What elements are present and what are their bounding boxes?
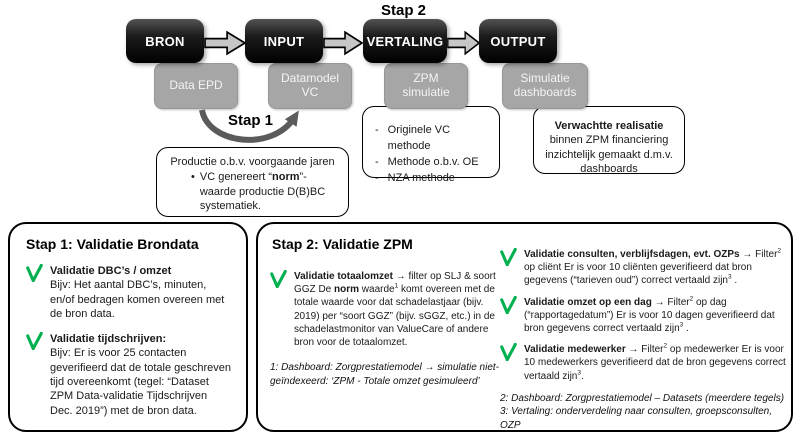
footnote-2: 2: Dashboard: Zorgprestatiemodel – Datasets (meerdere tegels) xyxy=(500,392,785,404)
flow-stage-input xyxy=(245,19,323,63)
dash-marker: - xyxy=(375,155,379,168)
flow-arrow-icon xyxy=(323,30,363,56)
flow-sub-data-epd xyxy=(154,63,238,109)
method-item xyxy=(375,171,493,187)
validation-item-text: Validatie totaalomzet → filter op SLJ & soort GGZ De norm waarde$^1$ komt overeen met de totale waarde voor dat schadelastjaar (bijv. 2019) per “soort GGZ” (bijv. sGGZ, etc.) in de schadelastmonitor van ValueCare of andere bron voor de totaalomzet. xyxy=(294,271,496,348)
output-note-text: Verwachtte realisatie binnen ZPM financiering inzichtelijk gemaakt d.m.v. dashboards xyxy=(545,120,673,175)
dash-marker: - xyxy=(375,171,379,184)
stap2-title: Stap 2 xyxy=(381,2,427,19)
validation-item-text: Validatie omzet op een dag → Filter$^2$ op dag (“rapportagedatum”) Er is voor 10 dagen geverifieerd dat bron gegevens correct vertaald zijn$^3$ . xyxy=(524,295,775,334)
panel-stap1-title: Stap 1: Validatie Brondata xyxy=(26,236,199,252)
validation-item-tijdschrijven xyxy=(26,332,232,418)
flow-sub-datamodel-vc xyxy=(268,63,352,109)
validation-item-consulten xyxy=(500,248,788,288)
method-label: Originele VC methode xyxy=(387,124,451,152)
dash-marker: - xyxy=(375,124,379,136)
flow-stage-output-label: OUTPUT xyxy=(490,33,546,49)
flow-arrow-icon xyxy=(204,30,246,56)
validation-item-title: Validatie tijdschrijven: xyxy=(50,333,167,346)
validation-item-body: Bijv: Het aantal DBC’s, minuten, en/of bedragen komen overeen met de bron data. xyxy=(50,279,225,320)
flow-stage-input-label: INPUT xyxy=(263,33,305,49)
checkmark-icon xyxy=(270,270,287,288)
validation-item-totaalomzet xyxy=(270,270,500,349)
flow-stage-bron xyxy=(126,19,204,63)
flow-stage-output xyxy=(479,19,557,63)
panel-stap1-validatie-brondata xyxy=(8,222,248,432)
checkmark-icon xyxy=(500,343,517,361)
bullet-marker: • xyxy=(191,171,195,184)
method-label: NZA methode xyxy=(387,171,455,184)
panel-stap2-left-column xyxy=(270,270,500,388)
footnote-3: 3: Vertaling: onderverdeling naar consulten, groepsconsulten, OZP xyxy=(500,406,773,431)
flow-stage-vertaling-label: VERTALING xyxy=(366,33,444,49)
checkmark-icon xyxy=(500,248,517,266)
checkmark-icon xyxy=(500,296,517,314)
flow-stage-vertaling xyxy=(363,19,447,63)
panel-stap2-validatie-zpm xyxy=(256,222,793,432)
method-item xyxy=(375,123,493,155)
productie-note-bullet: VC genereert “norm”-waarde productie D(B)BC systematiek. xyxy=(199,171,326,212)
stap1-title: Stap 1 xyxy=(228,112,274,129)
flow-sub-simulatie-dashboards-label: Simulatie dashboards xyxy=(513,71,577,99)
checkmark-icon xyxy=(26,332,43,350)
validation-item-medewerker xyxy=(500,343,788,383)
validation-item-text: Validatie medewerker → Filter$^2$ op medewerker Er is voor 10 medewerkers geverifieerd dat de bron gegevens correct vertaald zijn$^3$. xyxy=(524,342,786,382)
methods-box xyxy=(362,106,500,184)
method-label: Methode o.b.v. OE xyxy=(387,155,479,168)
flow-sub-datamodel-vc-label: Datamodel VC xyxy=(280,71,340,99)
validation-item-body: Bijv: Er is voor 25 contacten geverifieerd dat de totale geschreven tijd overeenkomt (tegel: “Dataset ZPM Data-validatie Tijdschrijven Dec. 2019”) met de bron data. xyxy=(50,347,232,417)
method-item xyxy=(375,155,493,171)
panel-stap2-right-column xyxy=(500,248,788,432)
checkmark-icon xyxy=(26,264,43,282)
flow-sub-zpm-simulatie xyxy=(384,63,468,109)
panel-stap2-title: Stap 2: Validatie ZPM xyxy=(272,236,413,252)
output-note-box xyxy=(533,106,685,174)
footnote-1: 1: Dashboard: Zorgprestatiemodel → simulatie niet-geïndexeerd: ‘ZPM - Totale omzet gesimuleerd’ xyxy=(270,362,499,387)
validation-item-title: Validatie DBC’s / omzet xyxy=(50,265,172,277)
flow-sub-simulatie-dashboards xyxy=(502,63,588,109)
productie-note-box xyxy=(156,147,349,217)
validation-item-text: Validatie consulten, verblijfsdagen, evt. OZPs → Filter$^2$ op cliënt Er is voor 10 cliënten geverifieerd dat bron gegevens (“tarieven oud”) correct vertaald zijn$^3$ . xyxy=(524,247,782,287)
productie-note-line1: Productie o.b.v. voorgaande jaren xyxy=(170,156,335,168)
validation-item-dbc-omzet xyxy=(26,264,232,321)
flow-arrow-icon xyxy=(447,30,480,56)
flow-sub-zpm-simulatie-label: ZPM simulatie xyxy=(402,71,450,99)
flow-sub-data-epd-label: Data EPD xyxy=(169,78,223,93)
validation-item-omzet-dag xyxy=(500,296,788,336)
flow-stage-bron-label: BRON xyxy=(145,33,185,49)
